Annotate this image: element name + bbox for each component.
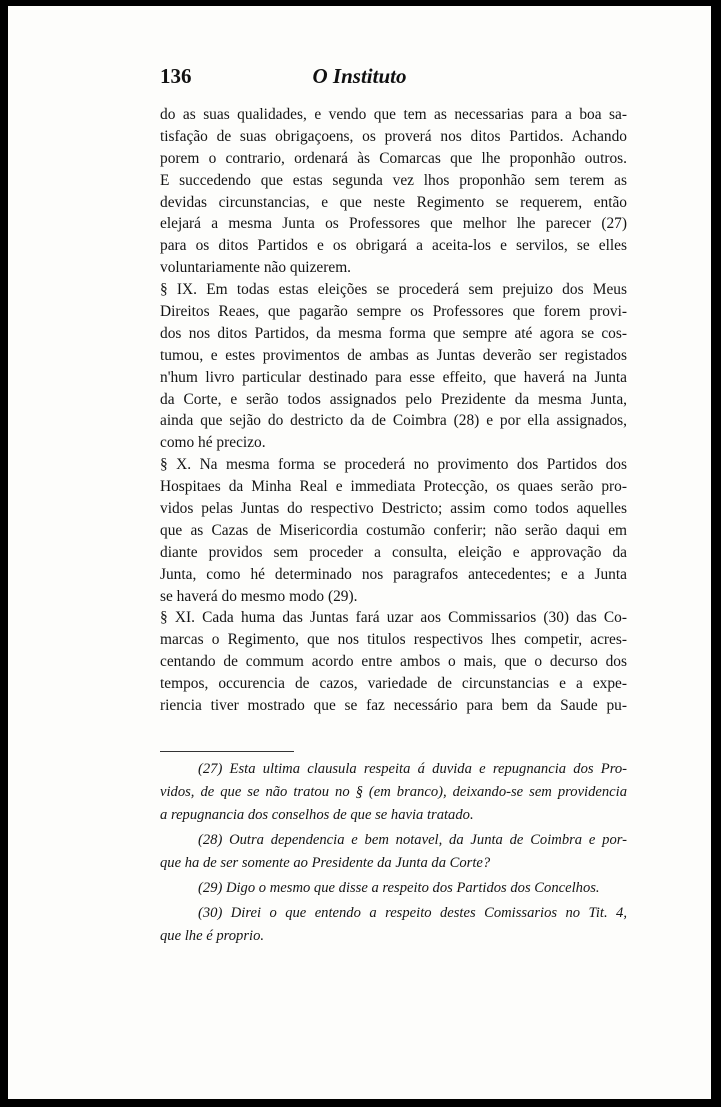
- text-line: devidas circunstancias, e que neste Regimento se requerem, então: [160, 193, 627, 211]
- main-text: [160, 104, 627, 717]
- text-line: ainda que sejão do destricto da de Coimbra (28) e por ella assignados,: [160, 412, 627, 430]
- text-line: marcas o Regimento, que nos titulos respectivos lhes competir, acres-: [160, 631, 627, 649]
- text-line: tumou, e estes provimentos de ambas as Juntas deverão ser registados: [160, 346, 627, 364]
- text-line: se haverá do mesmo modo (29).: [160, 587, 358, 605]
- text-line: § IX. Em todas estas eleições se procederá sem prejuizo dos Meus: [160, 281, 627, 299]
- text-line: tisfação de suas obrigaçoens, os proverá nos ditos Partidos. Achando: [160, 127, 627, 145]
- text-line: dos nos ditos Partidos, da mesma forma que sempre até agora se cos-: [160, 324, 627, 342]
- footnote-line: vidos, de que se não tratou no § (em branco), deixando-se sem providencia: [160, 784, 627, 800]
- text-line: riencia tiver mostrado que se faz necessário para bem da Saude pu-: [160, 697, 627, 715]
- footnote-line: (30) Direi o que entendo a respeito destes Comissarios no Tit. 4,: [198, 905, 627, 921]
- text-line: Junta, como hé determinado nos paragrafos antecedentes; e a Junta: [160, 565, 627, 583]
- page-number: 136: [160, 64, 192, 88]
- text-line: para os ditos Partidos e os obrigará a aceita-los e servilos, se elles: [160, 237, 627, 255]
- footnote-line: (29) Digo o mesmo que disse a respeito dos Partidos dos Concelhos.: [198, 880, 600, 896]
- text-line: do as suas qualidades, e vendo que tem as necessarias para a boa sa-: [160, 106, 627, 123]
- text-line: § X. Na mesma forma se procederá no provimento dos Partidos dos: [160, 456, 627, 474]
- text-line: voluntariamente não quizerem.: [160, 259, 352, 277]
- footnote-line: (28) Outra dependencia e bem notavel, da Junta de Coimbra e por-: [198, 832, 627, 848]
- footnotes: [160, 758, 627, 948]
- footnote-line: que lhe é proprio.: [160, 928, 265, 944]
- text-line: n'hum livro particular destinado para esse effeito, que haverá na Junta: [160, 368, 627, 386]
- text-line: Hospitaes da Minha Real e immediata Protecção, os quaes serão pro-: [160, 478, 627, 496]
- text-line: § XI. Cada huma das Juntas fará uzar aos Commissarios (30) das Co-: [160, 609, 627, 627]
- text-line: E succedendo que estas segunda vez lhos proponhão sem terem as: [160, 171, 627, 189]
- text-line: que as Cazas de Misericordia costumão conferir; não serão daqui em: [160, 521, 627, 539]
- book-page: [8, 6, 711, 1099]
- footnote-line: (27) Esta ultima clausula respeita á duvida e repugnancia dos Pro-: [198, 761, 627, 777]
- text-line: diante providos sem proceder a consulta, eleição e approvação da: [160, 543, 627, 561]
- text-line: vidos pelas Juntas do respectivo Destricto; assim como todos aquelles: [160, 500, 627, 518]
- text-line: centando de commum acordo entre ambos o mais, que o decurso dos: [160, 653, 627, 671]
- page-header: [8, 60, 711, 90]
- footnote-line: a repugnancia dos conselhos de que se havia tratado.: [160, 807, 474, 823]
- text-line: elejará a mesma Junta os Professores que melhor lhe parecer (27): [160, 215, 627, 233]
- text-line: Direitos Reaes, que pagarão sempre os Professores que forem provi-: [160, 303, 627, 321]
- text-line: como hé precizo.: [160, 434, 266, 452]
- text-line: porem o contrario, ordenará às Comarcas que lhe proponhão outros.: [160, 149, 627, 167]
- running-title: O Instituto: [312, 64, 407, 88]
- text-line: tempos, occurencia de cazos, variedade de circunstancias e a expe-: [160, 675, 627, 693]
- footnote-divider: [160, 751, 294, 752]
- footnote-line: que ha de ser somente ao Presidente da Junta da Corte?: [160, 855, 491, 871]
- text-line: da Corte, e serão todos assignados pelo Prezidente da mesma Junta,: [160, 390, 627, 408]
